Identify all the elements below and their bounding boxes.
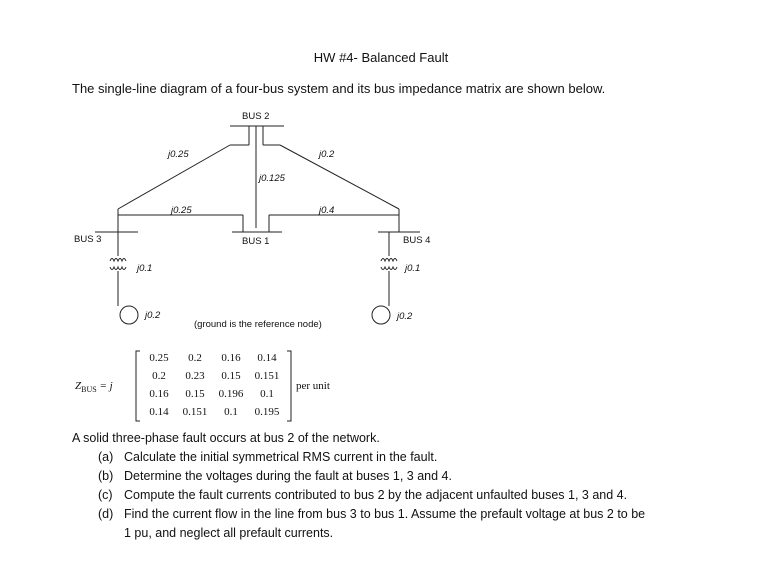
bus3-generator xyxy=(120,306,138,324)
part-d-text: Find the current flow in the line from bus 3 to bus 1. Assume the prefault voltage at bus 2 to be xyxy=(124,507,646,521)
bus4-generator xyxy=(372,306,390,324)
part-b-text: Determine the voltages during the fault at buses 1, 3 and 4. xyxy=(124,469,452,483)
matrix-cell: 0.25 xyxy=(149,352,169,364)
matrix-cell: 0.1 xyxy=(260,388,274,400)
part-c-label: (c) xyxy=(98,488,113,502)
impedance-bus4-generator: j0.2 xyxy=(397,311,413,322)
bus3-transformer-secondary xyxy=(110,267,126,270)
intro-text: The single-line diagram of a four-bus system and its bus impedance matrix are shown below. xyxy=(72,81,606,96)
matrix-cell: 0.151 xyxy=(254,370,280,382)
part-d-text-continued: 1 pu, and neglect all prefault currents. xyxy=(124,526,334,540)
matrix-row xyxy=(141,370,285,382)
page-title: HW #4- Balanced Fault xyxy=(313,50,449,65)
bus3-label: BUS 3 xyxy=(74,234,102,245)
bus4-transformer-primary xyxy=(381,259,397,262)
zbus-label: $Z_{BUS} = j$ xyxy=(75,380,113,395)
matrix-cell: 0.16 xyxy=(221,352,241,364)
matrix-cell: 0.2 xyxy=(152,370,166,382)
part-d-label: (d) xyxy=(98,507,114,521)
impedance-bus4-transformer: j0.1 xyxy=(405,263,421,274)
reference-note: (ground is the reference node) xyxy=(194,319,322,330)
bus2-label: BUS 2 xyxy=(242,111,270,122)
matrix-cell: 0.15 xyxy=(221,370,241,382)
bus3-transformer-primary xyxy=(110,259,126,262)
impedance-bus2-bus3: j0.25 xyxy=(168,149,189,160)
matrix-cell: 0.2 xyxy=(188,352,202,364)
matrix-cell: 0.195 xyxy=(254,406,280,418)
matrix-cell: 0.1 xyxy=(224,406,238,418)
impedance-bus1-bus4: j0.4 xyxy=(319,205,335,216)
impedance-bus2-bus4: j0.2 xyxy=(319,149,335,160)
matrix-row xyxy=(141,388,285,400)
zbus-unit: per unit xyxy=(296,380,330,392)
matrix-row xyxy=(141,352,285,364)
matrix-row xyxy=(141,406,285,418)
bus4-transformer-secondary xyxy=(381,267,397,270)
zbus-matrix xyxy=(135,350,292,422)
matrix-cell: 0.196 xyxy=(218,388,244,400)
part-b-label: (b) xyxy=(98,469,114,483)
matrix-cell: 0.151 xyxy=(182,406,208,418)
impedance-bus3-bus1: j0.25 xyxy=(171,205,192,216)
matrix-cell: 0.15 xyxy=(185,388,205,400)
bus1-label: BUS 1 xyxy=(242,236,270,247)
problem-statement: A solid three-phase fault occurs at bus 2 of the network. xyxy=(72,431,380,445)
impedance-bus3-transformer: j0.1 xyxy=(137,263,153,274)
impedance-bus2-bus1: j0.125 xyxy=(259,173,285,184)
bus4-label: BUS 4 xyxy=(403,235,431,246)
bus2-to-bus4-line xyxy=(280,145,399,209)
impedance-bus3-generator: j0.2 xyxy=(145,310,161,321)
matrix-cell: 0.16 xyxy=(149,388,169,400)
matrix-cell: 0.14 xyxy=(257,352,277,364)
matrix-cell: 0.23 xyxy=(185,370,205,382)
part-a-text: Calculate the initial symmetrical RMS current in the fault. xyxy=(124,450,438,464)
part-c-text: Compute the fault currents contributed to bus 2 by the adjacent unfaulted buses 1, 3 and 4. xyxy=(124,488,628,502)
part-a-label: (a) xyxy=(98,450,114,464)
matrix-cell: 0.14 xyxy=(149,406,169,418)
